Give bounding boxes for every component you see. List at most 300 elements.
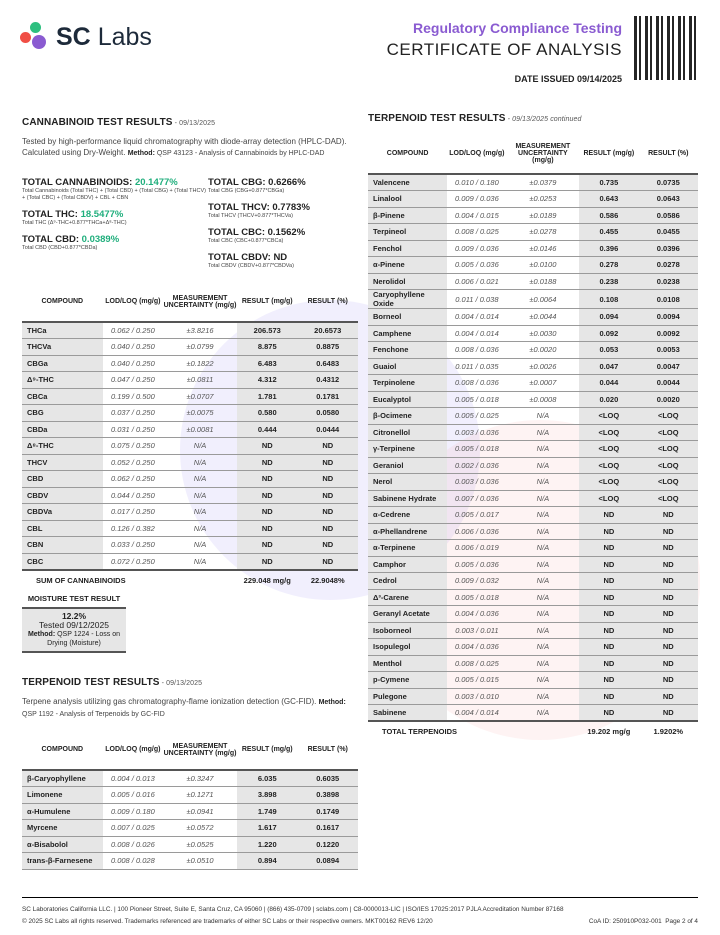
- table-row: [368, 424, 698, 441]
- table-row: [368, 507, 698, 524]
- header-subtitle: Regulatory Compliance Testing: [413, 20, 622, 36]
- uncertainty: N/A: [507, 705, 580, 722]
- lod-loq: 0.004 / 0.036: [447, 639, 506, 656]
- result-mg-g: ND: [237, 454, 297, 471]
- table-row: [368, 375, 698, 392]
- uncertainty: N/A: [507, 457, 580, 474]
- result-percent: ND: [297, 553, 358, 570]
- sum-mg-g: 19.202 mg/g: [579, 721, 638, 741]
- result-mg-g: ND: [237, 438, 297, 455]
- compound-name: Borneol: [368, 309, 447, 326]
- uncertainty: ±0.0707: [163, 388, 237, 405]
- total-label: TOTAL CBDV: ND: [208, 252, 288, 263]
- sum-label: TOTAL TERPENOIDS: [368, 721, 579, 741]
- table-row: [22, 553, 358, 570]
- table-row: [22, 820, 358, 837]
- lod-loq: 0.006 / 0.021: [447, 273, 506, 290]
- uncertainty: N/A: [507, 622, 580, 639]
- compound-name: trans-β-Farnesene: [22, 853, 103, 870]
- table-row: [22, 770, 358, 787]
- result-mg-g: ND: [579, 540, 638, 557]
- table-row: [368, 474, 698, 491]
- lod-loq: 0.007 / 0.036: [447, 490, 506, 507]
- table-row: [368, 573, 698, 590]
- terpenoid-description: Terpene analysis utilizing gas chromatography-flame ionization detection (GC-FID). Method: QSP 1192 - Analysis of Terpenoids by GC-FID: [22, 697, 346, 718]
- table-row: [368, 441, 698, 458]
- cannabinoid-table: [22, 282, 358, 590]
- result-mg-g: 0.894: [237, 853, 297, 870]
- uncertainty: ±0.0811: [163, 372, 237, 389]
- table-row: [22, 454, 358, 471]
- result-mg-g: ND: [237, 487, 297, 504]
- moisture-title: MOISTURE TEST RESULT: [27, 594, 121, 603]
- result-percent: 0.0047: [639, 358, 698, 375]
- footer-copyright: © 2025 SC Labs all rights reserved. Trademarks referenced are trademarks of either SC Labs or their respective owners. MKT00162 REV6 12/20: [22, 918, 433, 925]
- terpenoid-continued-title: TERPENOID TEST RESULTS - 09/13/2025 continued: [368, 113, 582, 124]
- result-mg-g: 3.898: [237, 787, 297, 804]
- lod-loq: 0.126 / 0.382: [103, 520, 163, 537]
- result-mg-g: 4.312: [237, 372, 297, 389]
- result-mg-g: <LOQ: [579, 474, 638, 491]
- compound-name: Sabinene Hydrate: [368, 490, 447, 507]
- table-row: [368, 325, 698, 342]
- terpenoid-continued-table: [368, 134, 698, 741]
- uncertainty: N/A: [507, 490, 580, 507]
- result-percent: <LOQ: [639, 408, 698, 425]
- table-row: [22, 537, 358, 554]
- result-mg-g: ND: [237, 471, 297, 488]
- result-percent: <LOQ: [639, 490, 698, 507]
- total-label: TOTAL CBG: 0.6266%: [208, 177, 306, 188]
- total-value: 20.1477%: [134, 177, 178, 188]
- total-formula: Total Cannabinoids (Total THC) + (Total CBD) + (Total CBG) + (Total THCV) + (Total CBC) + (Total CBDV) + CBL + CBN: [22, 188, 206, 201]
- result-mg-g: 0.643: [579, 191, 638, 208]
- uncertainty: ±0.0044: [507, 309, 580, 326]
- result-percent: 0.1617: [297, 820, 358, 837]
- total-label: TOTAL THC: 18.5477%: [22, 209, 124, 220]
- table-row: [368, 655, 698, 672]
- lod-loq: 0.006 / 0.036: [447, 523, 506, 540]
- result-mg-g: <LOQ: [579, 408, 638, 425]
- footer: [22, 897, 698, 928]
- compound-name: CBDV: [22, 487, 103, 504]
- brand-light: Labs: [97, 22, 152, 51]
- brand-bold: SC: [56, 22, 91, 51]
- result-mg-g: 0.586: [579, 207, 638, 224]
- result-percent: ND: [639, 540, 698, 557]
- result-mg-g: 0.108: [579, 290, 638, 309]
- uncertainty: ±0.0189: [507, 207, 580, 224]
- result-mg-g: ND: [579, 573, 638, 590]
- uncertainty: N/A: [163, 553, 237, 570]
- result-percent: 0.0044: [639, 375, 698, 392]
- result-percent: 0.0735: [639, 174, 698, 191]
- table-row: [22, 421, 358, 438]
- table-row: [22, 853, 358, 870]
- result-mg-g: ND: [579, 639, 638, 656]
- total-label: TOTAL CBD: 0.0389%: [22, 234, 120, 245]
- result-mg-g: <LOQ: [579, 490, 638, 507]
- table-row: [368, 622, 698, 639]
- lod-loq: 0.010 / 0.180: [447, 174, 506, 191]
- compound-name: CBD: [22, 471, 103, 488]
- compound-name: Menthol: [368, 655, 447, 672]
- table-row: [368, 309, 698, 326]
- result-mg-g: ND: [579, 589, 638, 606]
- compound-name: Linalool: [368, 191, 447, 208]
- sum-row: [22, 570, 358, 590]
- terpenoid-section: [22, 677, 358, 870]
- result-percent: 0.8875: [297, 339, 358, 356]
- cannabinoid-section: [22, 117, 358, 277]
- table-row: [368, 240, 698, 257]
- result-mg-g: 8.875: [237, 339, 297, 356]
- compound-name: Myrcene: [22, 820, 103, 837]
- result-percent: ND: [639, 639, 698, 656]
- table-row: [22, 487, 358, 504]
- compound-name: Δ⁸-THC: [22, 438, 103, 455]
- result-mg-g: 0.396: [579, 240, 638, 257]
- uncertainty: N/A: [507, 589, 580, 606]
- uncertainty: N/A: [507, 507, 580, 524]
- column-header: LOD/LOQ (mg/g): [447, 134, 506, 174]
- result-mg-g: 0.020: [579, 391, 638, 408]
- uncertainty: ±0.0030: [507, 325, 580, 342]
- compound-name: Nerolidol: [368, 273, 447, 290]
- total-label: TOTAL THCV: 0.7783%: [208, 202, 310, 213]
- uncertainty: N/A: [163, 504, 237, 521]
- total-value: 0.0389%: [81, 234, 120, 245]
- table-row: [368, 224, 698, 241]
- result-mg-g: 1.749: [237, 803, 297, 820]
- table-row: [22, 504, 358, 521]
- result-mg-g: ND: [237, 537, 297, 554]
- uncertainty: N/A: [163, 537, 237, 554]
- table-row: [368, 523, 698, 540]
- compound-name: THCVa: [22, 339, 103, 356]
- column-header: COMPOUND: [22, 730, 103, 770]
- uncertainty: N/A: [507, 688, 580, 705]
- compound-name: α-Humulene: [22, 803, 103, 820]
- result-mg-g: ND: [579, 523, 638, 540]
- result-percent: 0.0894: [297, 853, 358, 870]
- lod-loq: 0.072 / 0.250: [103, 553, 163, 570]
- table-row: [368, 174, 698, 191]
- compound-name: β-Ocimene: [368, 408, 447, 425]
- header-title: CERTIFICATE OF ANALYSIS: [386, 40, 622, 59]
- date-issued: DATE ISSUED 09/14/2025: [514, 74, 622, 84]
- uncertainty: N/A: [507, 573, 580, 590]
- column-header: MEASUREMENT UNCERTAINTY (mg/g): [507, 134, 580, 174]
- result-mg-g: 0.238: [579, 273, 638, 290]
- uncertainty: ±0.0100: [507, 257, 580, 274]
- sum-label: SUM OF CANNABINOIDS: [22, 570, 237, 590]
- result-percent: ND: [639, 655, 698, 672]
- result-percent: 0.0396: [639, 240, 698, 257]
- header: [387, 20, 622, 84]
- result-mg-g: 6.483: [237, 355, 297, 372]
- total-formula: Total THCV (THCV+0.877*THCVa): [208, 213, 293, 219]
- uncertainty: N/A: [507, 408, 580, 425]
- compound-name: CBC: [22, 553, 103, 570]
- result-percent: ND: [297, 537, 358, 554]
- compound-name: CBDa: [22, 421, 103, 438]
- lod-loq: 0.037 / 0.250: [103, 405, 163, 422]
- lod-loq: 0.005 / 0.016: [103, 787, 163, 804]
- lod-loq: 0.040 / 0.250: [103, 355, 163, 372]
- total-item: [208, 202, 310, 220]
- logo-dots-icon: [20, 22, 50, 52]
- uncertainty: N/A: [507, 540, 580, 557]
- column-header: RESULT (mg/g): [579, 134, 638, 174]
- compound-name: Geranyl Acetate: [368, 606, 447, 623]
- lod-loq: 0.052 / 0.250: [103, 454, 163, 471]
- uncertainty: N/A: [507, 606, 580, 623]
- table-row: [368, 408, 698, 425]
- column-header: RESULT (%): [639, 134, 698, 174]
- lod-loq: 0.003 / 0.010: [447, 688, 506, 705]
- result-percent: 0.0020: [639, 391, 698, 408]
- column-header: COMPOUND: [22, 282, 103, 322]
- uncertainty: ±0.0064: [507, 290, 580, 309]
- lod-loq: 0.033 / 0.250: [103, 537, 163, 554]
- result-percent: ND: [297, 471, 358, 488]
- table-row: [368, 273, 698, 290]
- total-formula: Total CBDV (CBDV+0.877*CBDVa): [208, 263, 294, 269]
- total-formula: Total CBD (CBD+0.877*CBDa): [22, 245, 98, 251]
- result-mg-g: ND: [579, 556, 638, 573]
- compound-name: Sabinene: [368, 705, 447, 722]
- table-row: [368, 290, 698, 309]
- compound-name: CBN: [22, 537, 103, 554]
- result-mg-g: <LOQ: [579, 457, 638, 474]
- lod-loq: 0.005 / 0.018: [447, 589, 506, 606]
- sum-mg-g: 229.048 mg/g: [237, 570, 297, 590]
- compound-name: CBG: [22, 405, 103, 422]
- result-percent: 0.0094: [639, 309, 698, 326]
- result-mg-g: ND: [579, 655, 638, 672]
- total-item: [22, 209, 208, 227]
- uncertainty: ±0.0278: [507, 224, 580, 241]
- sum-percent: 1.9202%: [639, 721, 698, 741]
- table-row: [368, 342, 698, 359]
- result-percent: 0.0053: [639, 342, 698, 359]
- result-mg-g: 0.278: [579, 257, 638, 274]
- lod-loq: 0.047 / 0.250: [103, 372, 163, 389]
- lod-loq: 0.005 / 0.015: [447, 672, 506, 689]
- result-percent: 0.0586: [639, 207, 698, 224]
- result-mg-g: 6.035: [237, 770, 297, 787]
- result-mg-g: ND: [237, 520, 297, 537]
- table-row: [22, 787, 358, 804]
- total-item: [208, 177, 310, 195]
- table-row: [368, 207, 698, 224]
- lod-loq: 0.008 / 0.028: [103, 853, 163, 870]
- compound-name: Cedrol: [368, 573, 447, 590]
- table-row: [22, 438, 358, 455]
- uncertainty: N/A: [507, 441, 580, 458]
- lod-loq: 0.004 / 0.014: [447, 309, 506, 326]
- uncertainty: ±0.3247: [163, 770, 237, 787]
- table-row: [368, 391, 698, 408]
- total-label: TOTAL CANNABINOIDS: 20.1477%: [22, 177, 178, 188]
- table-row: [22, 471, 358, 488]
- table-row: [22, 355, 358, 372]
- lod-loq: 0.017 / 0.250: [103, 504, 163, 521]
- total-formula: Total CBG (CBG+0.877*CBGa): [208, 188, 285, 194]
- compound-name: Terpineol: [368, 224, 447, 241]
- lod-loq: 0.006 / 0.019: [447, 540, 506, 557]
- compound-name: CBDVa: [22, 504, 103, 521]
- lod-loq: 0.008 / 0.025: [447, 655, 506, 672]
- compound-name: α-Bisabolol: [22, 836, 103, 853]
- result-mg-g: ND: [237, 504, 297, 521]
- coa-id: CoA ID: 250910P032-001: [588, 918, 662, 925]
- result-percent: ND: [639, 705, 698, 722]
- total-formula: Total CBC (CBC+0.877*CBCa): [208, 238, 284, 244]
- terpenoid-title: TERPENOID TEST RESULTS - 09/13/2025: [22, 677, 203, 688]
- compound-name: β-Caryophyllene: [22, 770, 103, 787]
- lod-loq: 0.040 / 0.250: [103, 339, 163, 356]
- lod-loq: 0.009 / 0.036: [447, 191, 506, 208]
- result-percent: ND: [297, 454, 358, 471]
- uncertainty: ±0.0188: [507, 273, 580, 290]
- result-percent: ND: [297, 504, 358, 521]
- uncertainty: N/A: [163, 454, 237, 471]
- result-percent: 0.0238: [639, 273, 698, 290]
- compound-name: CBL: [22, 520, 103, 537]
- compound-name: Camphene: [368, 325, 447, 342]
- result-mg-g: ND: [579, 672, 638, 689]
- lod-loq: 0.008 / 0.026: [103, 836, 163, 853]
- uncertainty: ±0.0941: [163, 803, 237, 820]
- uncertainty: ±0.1822: [163, 355, 237, 372]
- result-percent: 0.0643: [639, 191, 698, 208]
- column-header: MEASUREMENT UNCERTAINTY (mg/g): [163, 730, 237, 770]
- lod-loq: 0.075 / 0.250: [103, 438, 163, 455]
- table-row: [368, 257, 698, 274]
- result-percent: 0.4312: [297, 372, 358, 389]
- uncertainty: ±0.0253: [507, 191, 580, 208]
- terpenoid-continued-section: [368, 113, 698, 741]
- lod-loq: 0.044 / 0.250: [103, 487, 163, 504]
- lod-loq: 0.005 / 0.036: [447, 556, 506, 573]
- result-mg-g: ND: [579, 688, 638, 705]
- result-percent: ND: [297, 520, 358, 537]
- result-mg-g: 0.092: [579, 325, 638, 342]
- total-item: [22, 234, 208, 252]
- cannabinoid-table-wrap: [22, 282, 358, 590]
- compound-name: Isopulegol: [368, 639, 447, 656]
- uncertainty: ±0.0008: [507, 391, 580, 408]
- table-row: [368, 589, 698, 606]
- lod-loq: 0.009 / 0.180: [103, 803, 163, 820]
- result-percent: <LOQ: [639, 424, 698, 441]
- column-header: RESULT (mg/g): [237, 282, 297, 322]
- lod-loq: 0.031 / 0.250: [103, 421, 163, 438]
- result-percent: 0.6483: [297, 355, 358, 372]
- result-mg-g: <LOQ: [579, 424, 638, 441]
- lod-loq: 0.004 / 0.015: [447, 207, 506, 224]
- moisture-tested-date: Tested 09/12/2025: [39, 620, 109, 630]
- result-percent: 0.0108: [639, 290, 698, 309]
- lod-loq: 0.008 / 0.025: [447, 224, 506, 241]
- result-mg-g: 0.580: [237, 405, 297, 422]
- lod-loq: 0.009 / 0.032: [447, 573, 506, 590]
- column-header: RESULT (%): [297, 730, 358, 770]
- uncertainty: ±0.0007: [507, 375, 580, 392]
- column-header: COMPOUND: [368, 134, 447, 174]
- result-mg-g: ND: [579, 606, 638, 623]
- uncertainty: ±0.0081: [163, 421, 237, 438]
- compound-name: CBCa: [22, 388, 103, 405]
- compound-name: Citronellol: [368, 424, 447, 441]
- column-header: LOD/LOQ (mg/g): [103, 282, 163, 322]
- result-mg-g: 1.617: [237, 820, 297, 837]
- compound-name: Fenchone: [368, 342, 447, 359]
- page-number: Page 2 of 4: [665, 918, 698, 925]
- table-row: [368, 639, 698, 656]
- lod-loq: 0.011 / 0.038: [447, 290, 506, 309]
- lod-loq: 0.011 / 0.035: [447, 358, 506, 375]
- table-row: [368, 688, 698, 705]
- result-mg-g: 1.220: [237, 836, 297, 853]
- result-mg-g: 0.053: [579, 342, 638, 359]
- uncertainty: N/A: [507, 556, 580, 573]
- compound-name: α-Terpinene: [368, 540, 447, 557]
- result-percent: ND: [639, 523, 698, 540]
- lod-loq: 0.009 / 0.036: [447, 240, 506, 257]
- cannabinoid-title: CANNABINOID TEST RESULTS - 09/13/2025: [22, 117, 216, 128]
- compound-name: α-Pinene: [368, 257, 447, 274]
- table-row: [368, 540, 698, 557]
- compound-name: Guaiol: [368, 358, 447, 375]
- result-mg-g: 0.455: [579, 224, 638, 241]
- lod-loq: 0.004 / 0.036: [447, 606, 506, 623]
- table-row: [22, 836, 358, 853]
- uncertainty: N/A: [507, 655, 580, 672]
- lod-loq: 0.007 / 0.025: [103, 820, 163, 837]
- total-item: [208, 252, 310, 270]
- compound-name: THCa: [22, 322, 103, 339]
- result-percent: ND: [639, 672, 698, 689]
- table-header-row: [368, 134, 698, 174]
- result-percent: 0.0444: [297, 421, 358, 438]
- result-percent: ND: [639, 573, 698, 590]
- result-mg-g: ND: [579, 622, 638, 639]
- uncertainty: N/A: [163, 487, 237, 504]
- compound-name: p-Cymene: [368, 672, 447, 689]
- compound-name: Pulegone: [368, 688, 447, 705]
- qr-code-icon: [634, 16, 698, 80]
- compound-name: Caryophyllene Oxide: [368, 290, 447, 309]
- result-percent: <LOQ: [639, 474, 698, 491]
- column-header: LOD/LOQ (mg/g): [103, 730, 163, 770]
- uncertainty: N/A: [163, 471, 237, 488]
- lod-loq: 0.003 / 0.011: [447, 622, 506, 639]
- sc-labs-logo: [20, 22, 152, 52]
- compound-name: Δ⁹-THC: [22, 372, 103, 389]
- result-mg-g: <LOQ: [579, 441, 638, 458]
- compound-name: Fenchol: [368, 240, 447, 257]
- compound-name: γ-Terpinene: [368, 441, 447, 458]
- table-row: [22, 405, 358, 422]
- result-percent: 0.1220: [297, 836, 358, 853]
- result-percent: 0.1781: [297, 388, 358, 405]
- result-percent: ND: [639, 589, 698, 606]
- lod-loq: 0.199 / 0.500: [103, 388, 163, 405]
- uncertainty: N/A: [507, 523, 580, 540]
